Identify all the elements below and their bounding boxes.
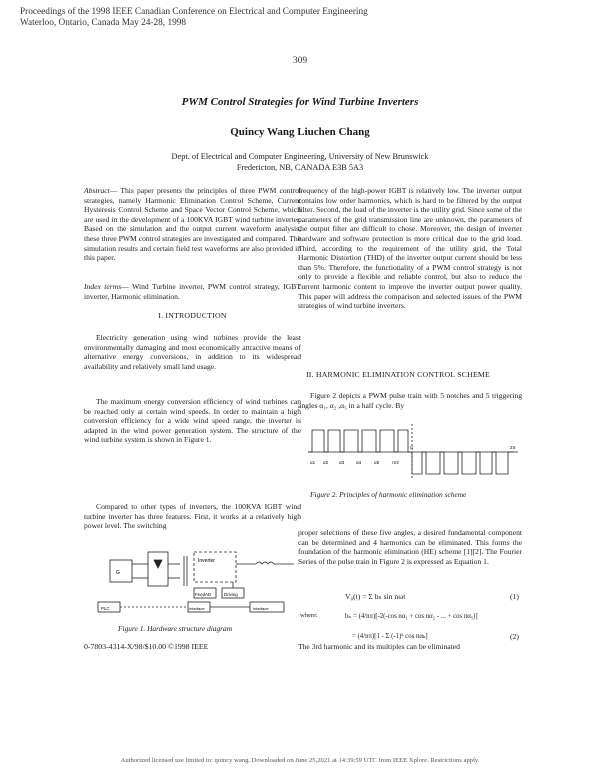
- fig1-label-driving: Driving: [224, 592, 238, 597]
- fig1-label-interface-2: Interface: [253, 606, 269, 611]
- figure-1-hardware-diagram: [88, 538, 300, 620]
- fig2-label-2pi: 2π: [510, 445, 516, 450]
- figure-2-pulse-train: [306, 418, 520, 484]
- fig2-label-a3: α3: [339, 460, 345, 465]
- equation-where: where:: [300, 612, 318, 619]
- equation-2a: bₙ = (4/nπ)[-2(-cos nα₁ + cos nα₂ - ... + cos nα₅)]: [345, 613, 478, 620]
- generator-box: [110, 560, 132, 582]
- figure-1-caption: Figure 1. Hardware structure diagram: [118, 624, 233, 633]
- fig2-label-a5: α5: [374, 460, 380, 465]
- affiliation-line-1: Dept. of Electrical and Computer Engineering, University of New Brunswick: [171, 152, 429, 161]
- index-terms: [84, 282, 301, 301]
- index-terms-text: — Wind Turbine inverter, PWM control strategy, IGBT inverter, Harmonic elimination.: [84, 282, 301, 301]
- fig1-label-inverter: Inverter: [198, 558, 215, 564]
- fig1-label-plc: PLC: [101, 606, 110, 611]
- abstract-text: — This paper presents the principles of three PWM control strategies, namely Harmonic Elimination Control Scheme, Current Hysteresis Control Scheme and Space Vector Control Scheme, which are used in the development of a 100KVA IGBT wind turbine inverter. Based on the simulation and the output current waveform analysis, these three PWM control strategies are investigated and compared. The simulation results and certain field test waveforms are also provided in this paper.: [84, 186, 301, 263]
- fig2-label-a1: α1: [310, 460, 316, 465]
- fig2-label-a4: α4: [356, 460, 362, 465]
- equation-1-number: (1): [510, 592, 519, 601]
- index-terms-label: Index terms: [84, 282, 122, 291]
- header-line-2: Waterloo, Ontario, Canada May 24-28, 1998: [20, 18, 187, 28]
- paper-authors: Quincy Wang Liuchen Chang: [230, 126, 370, 138]
- fig1-label-generator: G: [116, 570, 120, 576]
- page-number: 309: [292, 56, 308, 66]
- section2-bottom-text: The 3rd harmonic and its multiples can be eliminated: [298, 642, 460, 651]
- section2-paragraph-1: Figure 2 depicts a PWM pulse train with 5 notches and 5 triggering angles α₁, α₂ ,α₅ in a half cycle. By: [298, 391, 522, 410]
- intro-paragraph-1: Electricity generation using wind turbines provide the least environmentally damaging and most economically attractive means of alternative energy conversions, in addition to its widespread availability and relatively small land usage.: [84, 333, 301, 371]
- fig2-label-pi: π: [410, 445, 414, 450]
- equation-1: V₀(t) = Σ bₙ sin nωt: [345, 592, 406, 601]
- section-heading-introduction: I. INTRODUCTION: [158, 311, 227, 320]
- right-column-text: frequency of the high-power IGBT is relatively low. The inverter output contains low order harmonics, which is hard to be filtered by the output filter. Second, the load of the inverter is the utility grid. Since some of the parameters of the grid transmission line are unknown, the parameters of the output filter are difficult to chose. Moreover, the design of inverter hardware and software protection is more critical due to the grid load. Third, according to the requirement of the utility grid, the Total Harmonic Distortion (THD) of the inverter output current should be less than 5%. Therefore, the functionality of a PWM control strategy is not only to provide a flexible and reliable control, but also to reduce the current harmonic content to improve the inverter output power quality. This paper will address the comparison and selected issues of the PWM strategies of wind turbine inverters.: [298, 186, 522, 311]
- intro-paragraph-2: The maximum energy conversion efficiency of wind turbines can be reached only at certain wind speeds. In order to maintain a high conversion efficiency for a wide wind speed range, the inverter is adapted in the wind power generation system. The structure of the wind turbine system is shown in Figure 1.: [84, 397, 301, 445]
- affiliation-line-2: Fredericton, NB, CANADA E3B 5A3: [236, 162, 364, 172]
- intro-paragraph-3: Compared to other types of inverters, the 100KVA IGBT wind turbine inverter has three features. First, it works at a relatively high power level. The switching: [84, 502, 301, 531]
- copyright-notice: 0-7803-4314-X/98/$10.00 ©1998 IEEE: [84, 642, 209, 651]
- header-line-1: Proceedings of the 1998 IEEE Canadian Conference on Electrical and Computer Engineering: [20, 7, 368, 17]
- fig2-label-half-pi: π/2: [392, 460, 399, 465]
- abstract: [84, 186, 301, 263]
- equation-2b: = (4/nπ)[1 - Σ (-1)ᵏ cos nαₖ]: [352, 633, 428, 640]
- proceedings-header: [20, 7, 368, 29]
- fig1-label-interface-1: Interface: [189, 606, 205, 611]
- fig1-label-feedad: FeedAD: [195, 592, 212, 597]
- figure-2-caption: Figure 2. Principles of harmonic elimination scheme: [310, 490, 467, 499]
- paper-title: PWM Control Strategies for Wind Turbine Inverters: [181, 96, 419, 108]
- download-footer: Authorized licensed use limited to: quincy wang. Downloaded on June 25,2021 at 14:39:59 UTC from IEEE Xplore. Restrictions apply.: [120, 757, 480, 764]
- fig2-label-a2: α2: [323, 460, 329, 465]
- affiliation: [0, 152, 600, 173]
- abstract-label: Abstract: [84, 186, 110, 195]
- section2-paragraph-2: proper selections of these five angles, a desired fundamental component can be determined and 4 harmonics can be eliminated. This forms the foundation of the harmonic elimination (HE) scheme [1][2]. The Fourier Series of the pulse train in Figure 2 is expressed as Equation 1.: [298, 528, 522, 566]
- section-heading-harmonic-elimination: II. HARMONIC ELIMINATION CONTROL SCHEME: [306, 370, 491, 379]
- equation-2-number: (2): [510, 632, 519, 641]
